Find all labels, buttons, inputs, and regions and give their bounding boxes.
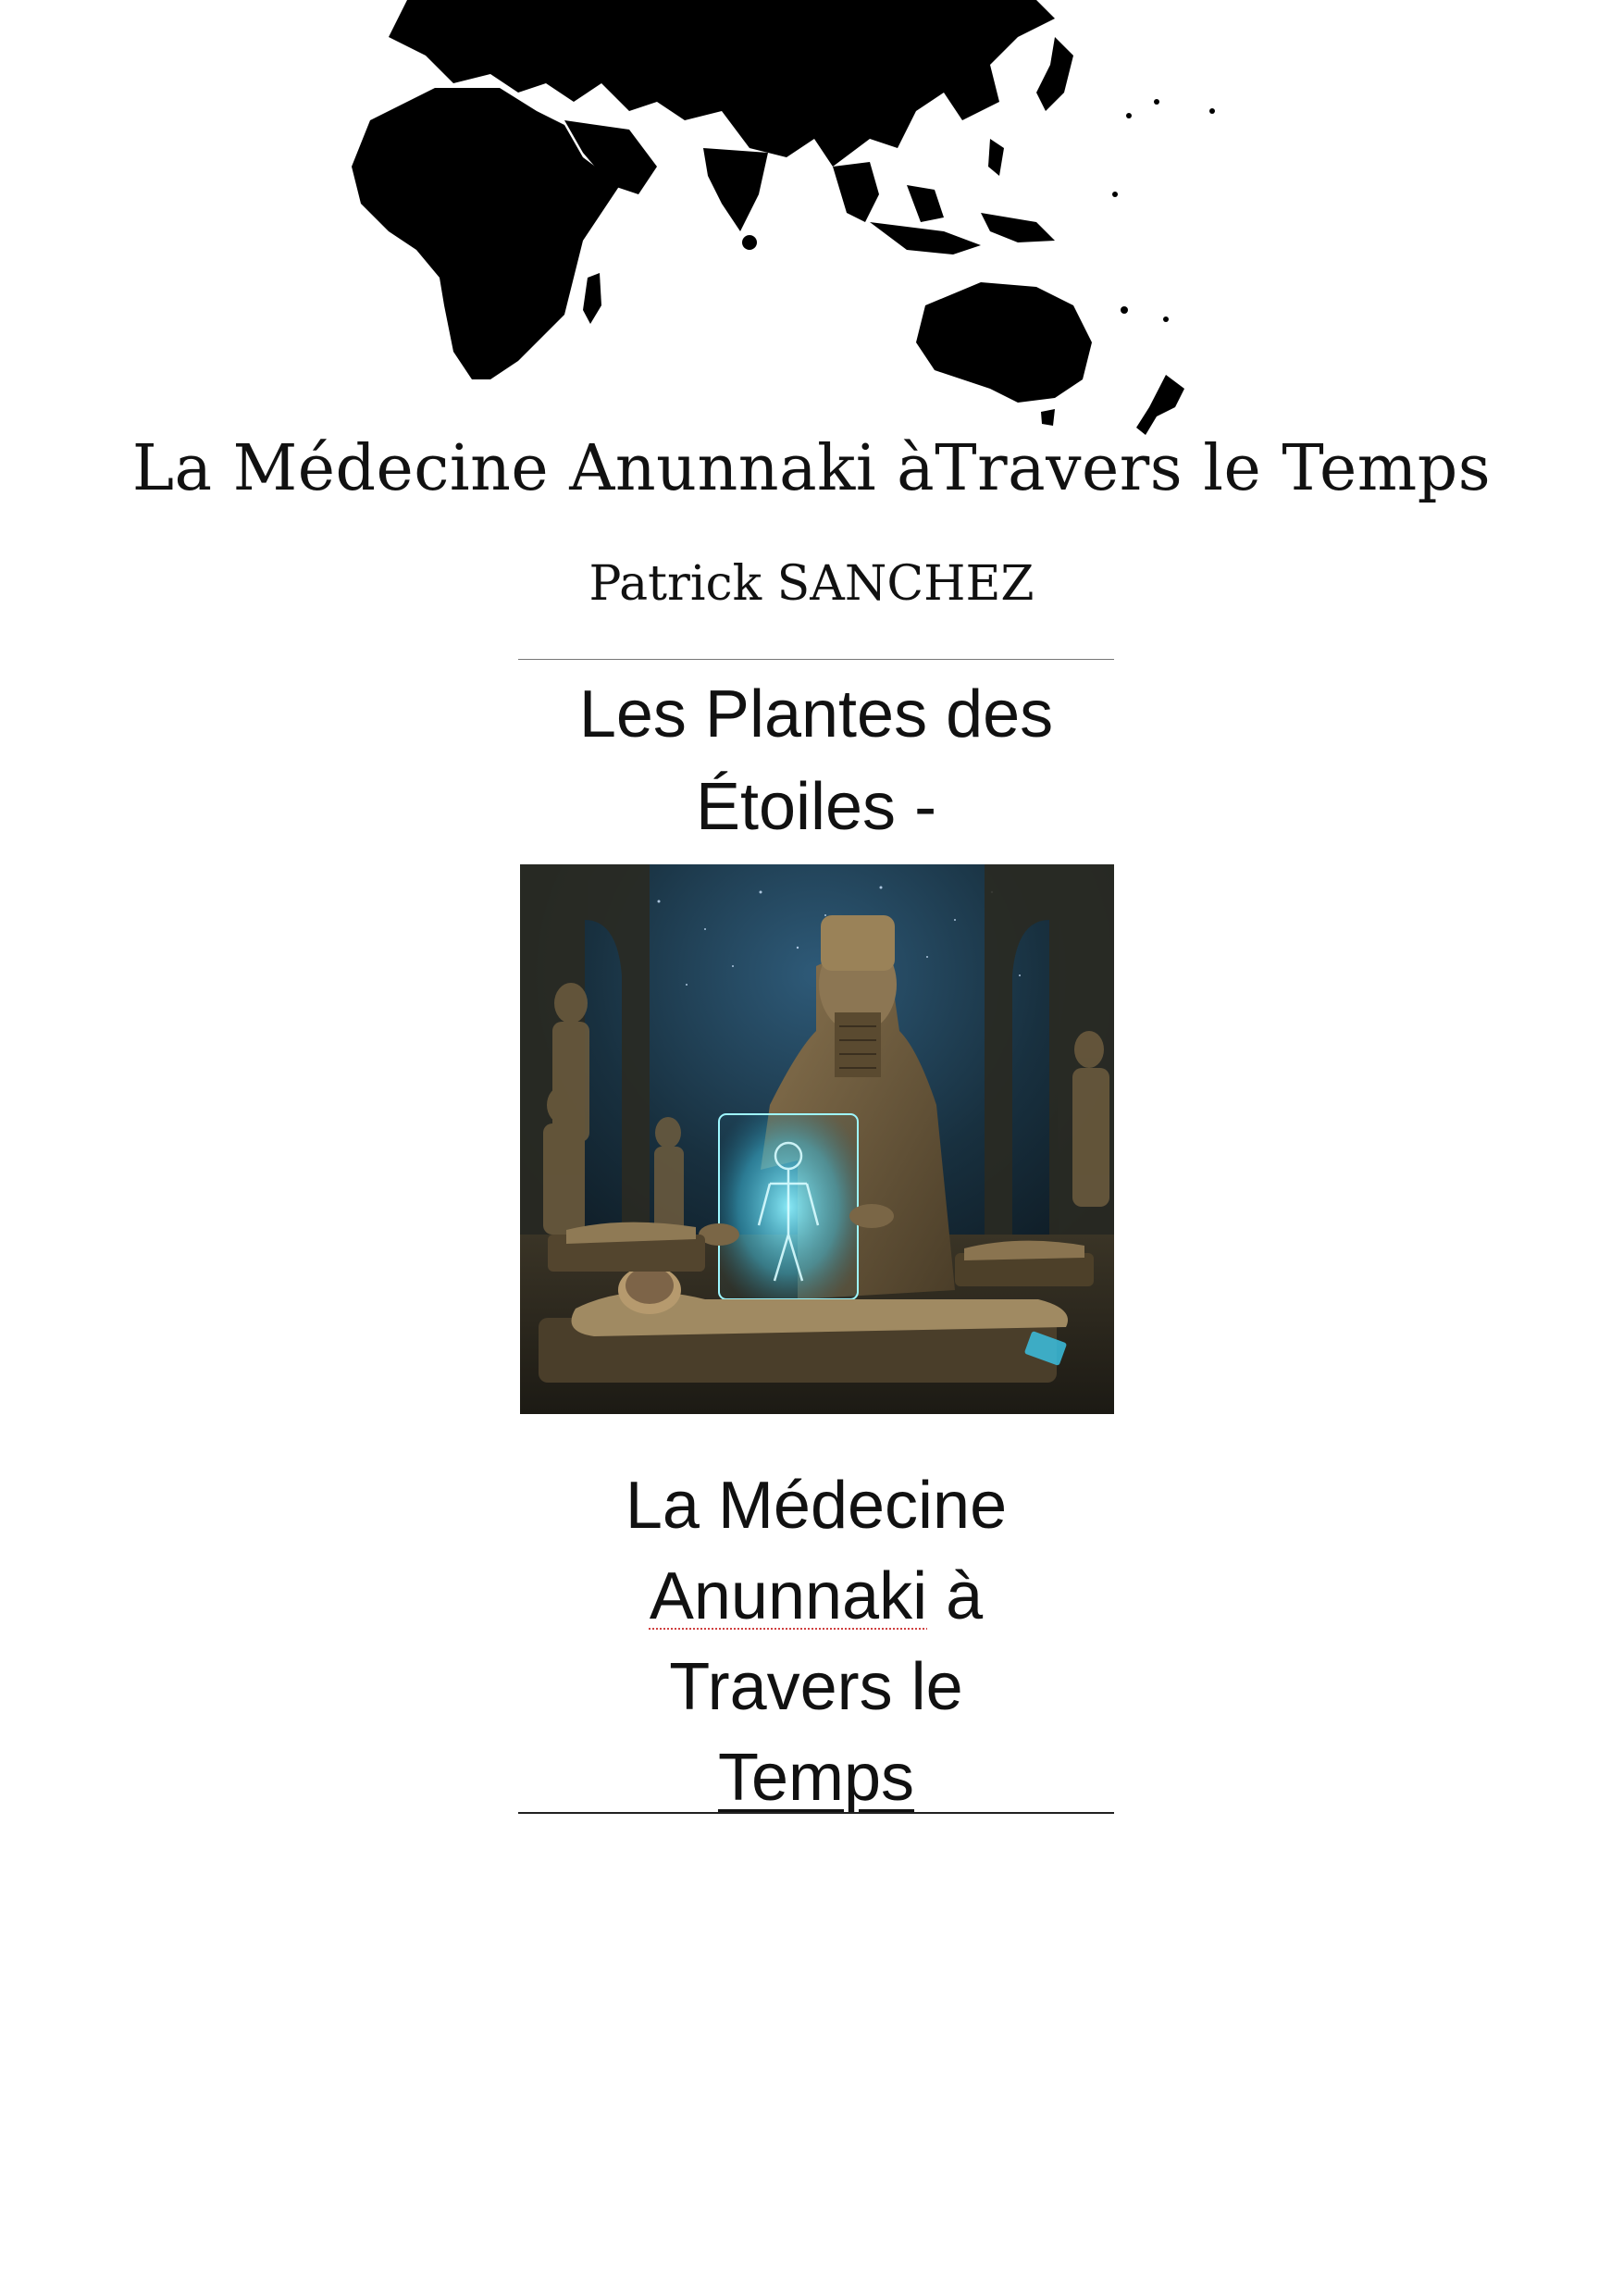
top-divider	[518, 659, 1114, 660]
bottom-title	[518, 1460, 1114, 1823]
bottom-title-line-3: Travers le	[669, 1650, 963, 1724]
page-title: La Médecine Anunnaki àTravers le Temps	[131, 432, 1492, 505]
subtitle-line-2: Étoiles -	[695, 770, 937, 844]
cover-illustration	[520, 864, 1114, 1414]
bottom-title-last-word: Temps	[717, 1741, 915, 1815]
bottom-divider	[518, 1812, 1114, 1814]
bottom-title-line-4	[518, 1732, 1114, 1823]
bottom-title-line-2	[518, 1551, 1114, 1642]
spellcheck-word: Anunnaki	[649, 1559, 928, 1633]
world-map-icon	[352, 0, 1249, 435]
world-map-image	[352, 0, 1249, 435]
anunnaki-healer-illustration-icon	[520, 864, 1114, 1414]
author-name: Patrick SANCHEZ	[588, 556, 1035, 612]
subtitle	[518, 668, 1114, 853]
subtitle-line-1: Les Plantes des	[578, 677, 1054, 751]
bottom-title-line-1: La Médecine	[625, 1469, 1008, 1543]
bottom-title-line-2-rest: à	[927, 1559, 984, 1633]
